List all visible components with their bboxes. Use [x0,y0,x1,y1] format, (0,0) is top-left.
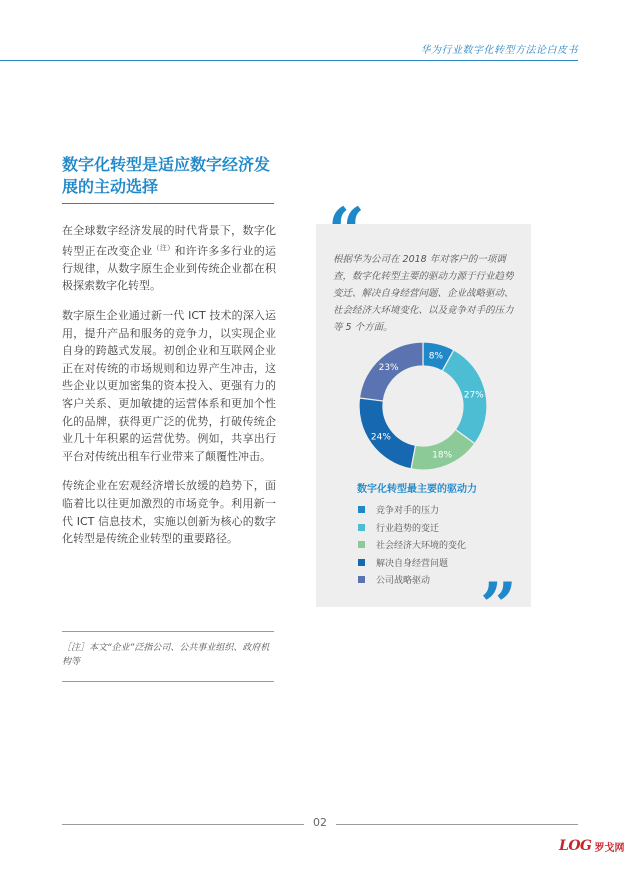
page-number: 02 [313,816,327,829]
legend-item-2 [358,519,466,537]
legend-swatch-5 [358,576,365,583]
close-quote-icon: ” [480,569,517,644]
donut-label-1: 8% [428,351,444,362]
donut-label-2: 27% [463,390,484,401]
section-title: 数字化转型是适应数字经济发展的主动选择 [62,155,271,196]
paragraph-1 [62,222,276,295]
legend-swatch-1 [358,506,365,513]
legend-item-4 [358,554,466,572]
chart-legend [358,501,466,589]
watermark-text: 罗戈网 [594,842,625,854]
legend-swatch-3 [358,541,365,548]
paragraph-1-start: 在全球数字经济发展的时代背景下，数字化转型正在改变企业 [62,224,276,258]
paragraph-3: 传统企业在宏观经济增长放缓的趋势下，面临着比以往更加激烈的市场竞争。利用新一代 ICT 信息技术，实施以创新为核心的数字化转型是传统企业转型的重要路径。 [62,479,276,546]
open-quote-icon: “ [328,194,365,269]
legend-item-1 [358,501,466,519]
legend-label-5: 公司战略驱动 [376,576,431,587]
note-divider-top [62,631,274,632]
footer-divider-left [62,824,304,825]
header-title: 华为行业数字化转型方法论白皮书 [420,45,578,56]
section-title-underline [62,203,274,204]
donut-label-5: 23% [378,362,399,373]
footer-divider-right [336,824,578,825]
chart-title: 数字化转型最主要的驱动力 [357,484,477,495]
donut-chart [358,341,488,471]
legend-item-5 [358,571,466,589]
footnote-text: ［注］本文“企业”泛指公司、公共事业组织、政府机构等 [62,643,270,667]
header-divider [0,60,578,61]
legend-label-4: 解决自身经营问题 [376,558,449,569]
body-text [62,222,276,560]
donut-label-3: 18% [432,450,453,461]
legend-item-3 [358,536,466,554]
paragraph-1-end: 和许许多多行业的运行规律，从数字原生企业到传统企业都在积极探索数字化转型。 [62,244,277,293]
footnote-marker: （注） [152,243,175,252]
note-divider-bottom [62,681,274,682]
legend-label-2: 行业趋势的变迁 [376,523,440,534]
watermark-mark: LOG [559,838,592,854]
donut-label-4: 24% [370,432,391,443]
legend-swatch-4 [358,559,365,566]
legend-label-3: 社会经济大环境的变化 [376,541,467,552]
legend-label-1: 竞争对手的压力 [376,506,440,517]
watermark-logo [559,838,625,854]
quote-text: 根据华为公司在 2018 年对客户的一项调查，数字化转型主要的驱动力源于行业趋势变迁、解决自身经营问题、企业战略驱动、社会经济大环境变化、以及竞争对手的压力等 5 个方面。 [333,254,514,333]
paragraph-2: 数字原生企业通过新一代 ICT 技术的深入运用，提升产品和服务的竞争力，以实现企业自身的跨越式发展。初创企业和互联网企业正在对传统的市场规则和边界产生冲击，这些企业以更加密集的资本投入、更强有力的客户关系、更加敏捷的运营体系和更加个性化的品牌，获得更广泛的优势，打破传统企业几十年积累的运营优势。例如，共享出行平台对传统出租车行业带来了颠覆性冲击。 [62,309,276,463]
legend-swatch-2 [358,524,365,531]
